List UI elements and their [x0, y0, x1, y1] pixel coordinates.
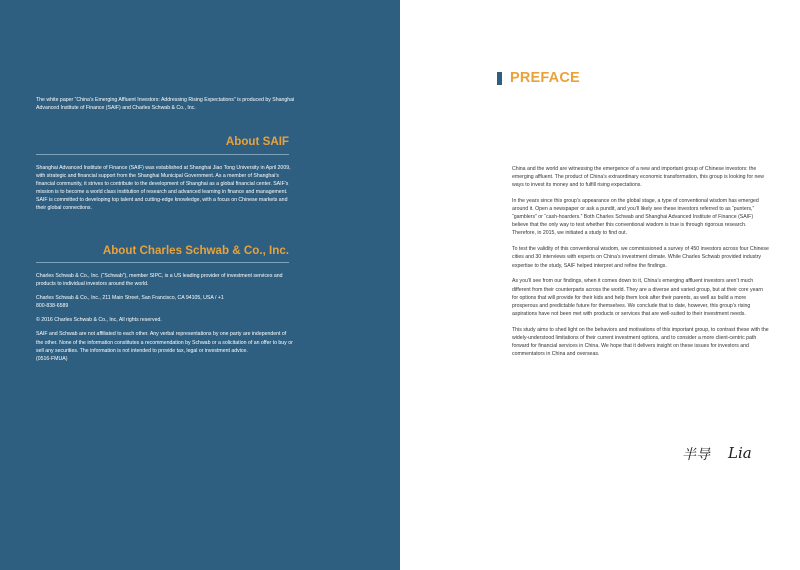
- schwab-address: [36, 294, 293, 310]
- schwab-phone: 800-838-6589: [36, 303, 69, 310]
- disclosure-code: (0516-FMUA): [36, 355, 68, 362]
- schwab-address-line: Charles Schwab & Co., Inc., 211 Main Street, San Francisco, CA 94105, USA / +1: [36, 295, 224, 302]
- about-saif-body: Shanghai Advanced Institute of Finance (SAIF) was established at Shanghai Jiao Tong University in April 2009, with strategic and financial support from the Shanghai Municipal Government. As a member of Shanghai’s financial community, it strives to contribute to the development of Shanghai as a global financial center. SAIF’s mission is to become a world class institution of research and advanced learning in finance and management. SAIF is committed to developing top talent and cutting-edge knowledge, with a focus on Chinese markets and their global connections.: [36, 165, 291, 212]
- about-schwab-section: [36, 272, 293, 369]
- preface-header: [497, 70, 580, 86]
- divider: [36, 262, 289, 263]
- disclaimer: SAIF and Schwab are not affiliated to each other. Any verbal representations by one party are independent of the other. None of the information constitutes a recommendation by Schwab or a solicitation of an offer to buy or sell any securities. The information is not intended to provide tax, legal or investment advice.: [36, 331, 293, 354]
- preface-paragraph: As you’ll see from our findings, when it comes down to it, China’s emerging affluent investors aren’t much different from their counterparts across the world. They are a diverse and varied group, but at their core yearn for options that will provide for their kids and help them look after their parents, as well as build a more prosperous and predictable future for themselves. We conclude that to date, however, this group’s rising aspirations have not been met with products or services that are well-suited to their investment needs.: [512, 278, 763, 317]
- divider: [36, 154, 289, 155]
- about-saif-heading: About SAIF: [225, 135, 289, 148]
- preface-paragraph: To test the validity of this conventional wisdom, we commissioned a survey of 450 investors across four Chinese cities and 30 interviews with experts on China’s investment climate. While Charles Schwab provided industry expertise to the study, SAIF helped interpret and refine the findings.: [512, 246, 769, 269]
- preface-paragraph: China and the world are witnessing the emergence of a new and important group of Chinese investors: the emerging affluent. The product of China’s extraordinary economic transformation, this group is looking for new ways to invest its money and to fulfill rising expectations.: [512, 166, 765, 189]
- preface-paragraph: In the years since this group’s appearance on the global stage, a type of conventional wisdom has emerged around it. Open a newspaper or ask a pundit, and you’ll likely see these investors referred to as “punters,” “gamblers” or “cash-hoarders.” Both Charles Schwab and Shanghai Advanced Institute of Finance (SAIF) believe that the only way to test whether this conventional wisdom is true is through rigorous research. Therefore, in 2015, we initiated a study to find out.: [512, 198, 759, 237]
- schwab-description: Charles Schwab & Co., Inc. (“Schwab”), member SIPC, is a US leading provider of investment services and products to individual investors around the world.: [36, 273, 283, 288]
- preface-paragraph: This study aims to shed light on the behaviors and motivations of this important group, to contrast these with the widely-understood limitations of their current investment options, and to consider a more client-centric path forward for financial services in China. We hope that it delivers insight on these issues for investors and commentators in China and overseas.: [512, 326, 769, 357]
- signature-2: Lia: [728, 444, 752, 462]
- about-schwab-heading: About Charles Schwab & Co., Inc.: [102, 244, 289, 257]
- signature-1: 半导: [682, 447, 710, 463]
- copyright: © 2016 Charles Schwab & Co., Inc, All rights reserved.: [36, 317, 162, 324]
- title-marker: [497, 72, 502, 85]
- intro-text: The white paper “China’s Emerging Affluent Investors: Addressing Rising Expectations” is produced by Shanghai Advanced Institute of Finance (SAIF) and Charles Schwab & Co., Inc.: [36, 97, 295, 112]
- page-title: PREFACE: [510, 70, 580, 86]
- preface-body: [512, 165, 770, 366]
